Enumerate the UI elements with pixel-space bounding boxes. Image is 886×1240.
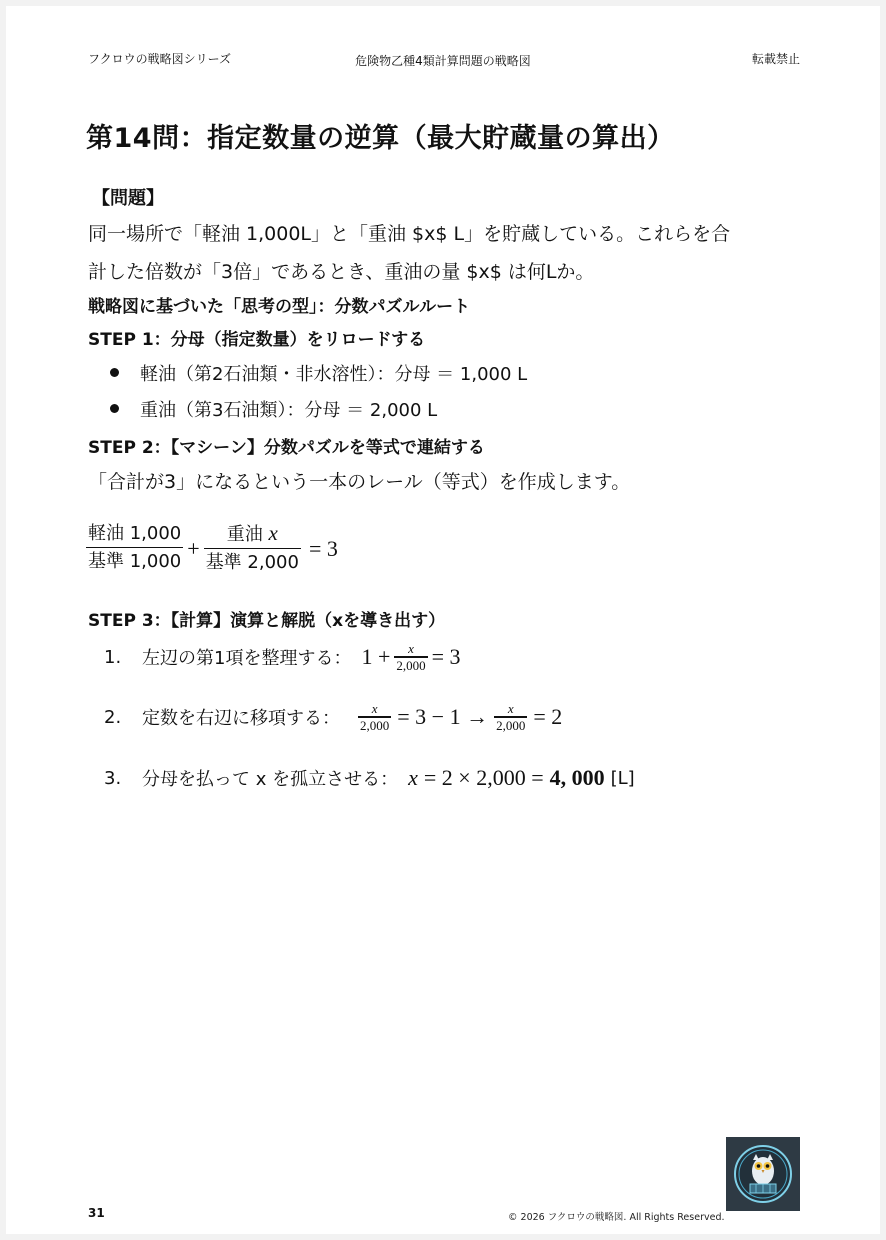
math-term: 1 + [361, 644, 391, 669]
bullet-icon [110, 404, 119, 413]
document-page [6, 6, 880, 1234]
list-number: 2. [104, 706, 122, 728]
fraction-heavy-oil [204, 520, 301, 577]
step3-item-3 [104, 758, 635, 798]
owl-logo-icon [726, 1137, 800, 1211]
step2-equation [86, 520, 338, 577]
problem-heading: 【問題】 [92, 188, 164, 209]
math-term: = 2 [533, 704, 563, 729]
step3-item-2 [104, 697, 562, 737]
fraction-numerator: 軽油 1,000 [88, 523, 182, 544]
page-title: 第14問：指定数量の逆算（最大貯蔵量の算出） [86, 123, 675, 154]
math-term: = 3 − 1 → [397, 704, 489, 729]
math-term: = 3 [431, 644, 461, 669]
fraction [358, 701, 391, 732]
problem-line-2: 計した倍数が「3倍」であるとき、重油の量 $x$ は何Lか。 [88, 261, 595, 283]
fraction-denominator: 基準 1,000 [88, 551, 182, 573]
problem-line-1: 同一場所で「軽油 1,000L」と「重油 $x$ L」を貯蔵している。これらを合 [88, 223, 731, 245]
step1-heading: STEP 1：分母（指定数量）をリロードする [88, 330, 426, 350]
step3-heading: STEP 3：【計算】演算と解脱（xを導き出す） [88, 611, 446, 631]
step3-item-1 [104, 637, 461, 677]
step1-item-1: 軽油（第2石油類・非水溶性）：分母 ＝ 1,000 L [140, 364, 528, 385]
page-number: 31 [88, 1206, 105, 1220]
copyright-notice: © 2026 フクロウの戦略図. All Rights Reserved. [508, 1212, 725, 1223]
numerator-text: 重油 [226, 524, 269, 545]
fraction-denominator: 2,000 [396, 657, 426, 673]
fraction-denominator: 基準 2,000 [205, 552, 299, 574]
fraction [394, 641, 427, 672]
answer-unit: [L] [610, 767, 635, 789]
fraction-gas-oil [86, 521, 183, 576]
step-text: 分母を払って x を孤立させる： [142, 769, 399, 790]
fraction-numerator: x [371, 701, 378, 717]
list-number: 1. [104, 646, 122, 668]
step2-heading: STEP 2：【マシーン】分数パズルを等式で連結する [88, 438, 485, 458]
fraction-numerator: x [408, 641, 414, 657]
fraction-numerator: x [507, 701, 514, 717]
fraction-denominator: 2,000 [360, 717, 390, 733]
bullet-icon [110, 368, 119, 377]
strategy-heading: 戦略図に基づいた「思考の型」：分数パズルルート [88, 297, 471, 317]
step2-text: 「合計が3」になるという一本のレール（等式）を作成します。 [88, 471, 631, 493]
fraction-numerator [225, 520, 280, 548]
step-text: 左辺の第1項を整理する： [142, 648, 352, 669]
list-number: 3. [104, 767, 122, 789]
variable-x: x [268, 521, 278, 545]
document-title: 危険物乙種4類計算問題の戦略図 [355, 54, 531, 68]
plus-sign: + [187, 535, 200, 561]
fraction [494, 701, 527, 732]
step1-item-2: 重油（第3石油類）：分母 ＝ 2,000 L [140, 400, 438, 421]
answer-value: 4, 000 [549, 765, 605, 790]
series-name: フクロウの戦略図シリーズ [88, 52, 232, 66]
step-text: 定数を右辺に移項する： [142, 708, 340, 729]
variable-x: x [408, 765, 418, 790]
equation-rhs: = 3 [308, 535, 338, 561]
fraction-denominator: 2,000 [496, 717, 526, 733]
reprint-notice: 転載禁止 [751, 52, 800, 66]
math-term: = 2 × 2,000 = [423, 765, 544, 790]
